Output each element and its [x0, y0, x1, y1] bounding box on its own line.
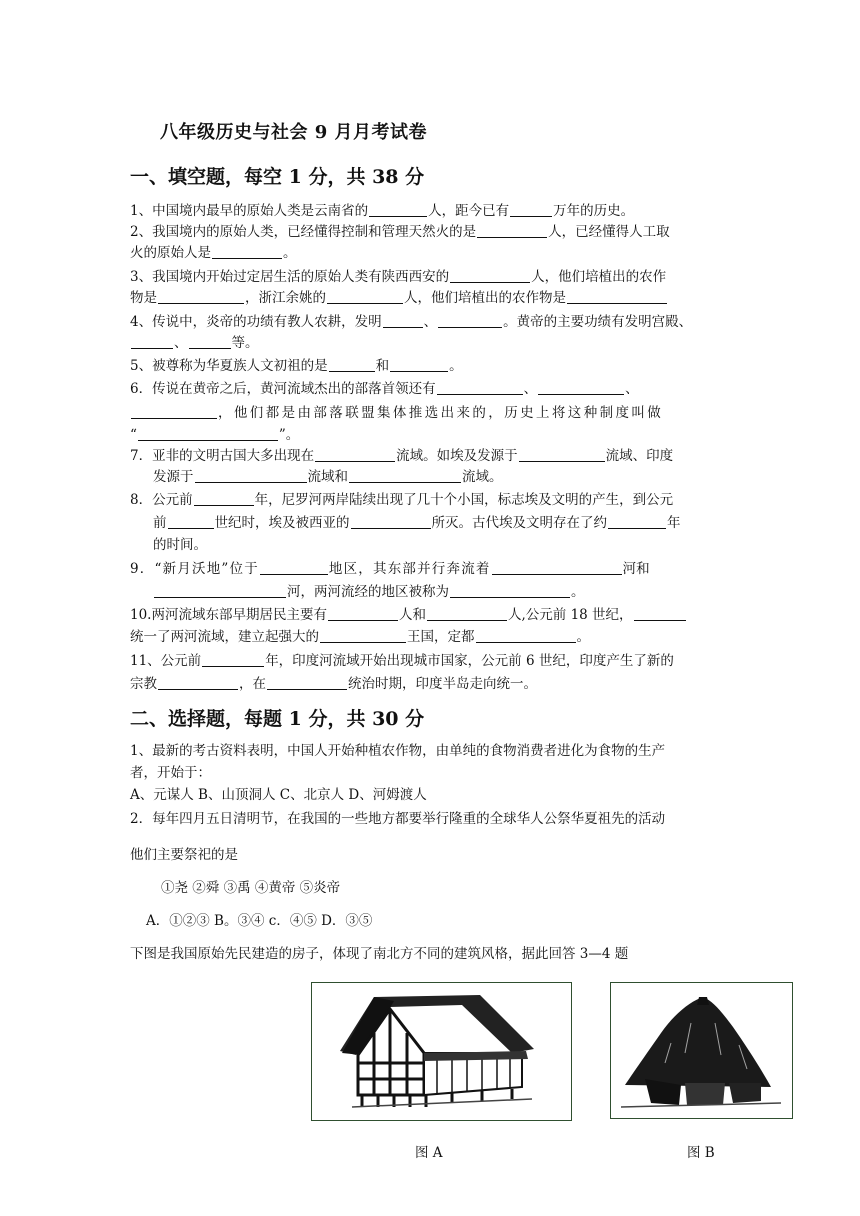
- fill-q2: 2、我国境内的原始人类，已经懂得控制和管理天然火的是 人，已经懂得人工取: [130, 224, 670, 240]
- figure-b-caption: 图 B: [687, 1145, 715, 1161]
- fill-q3: 3、我国境内开始过定居生活的原始人类有陕西西安的 人，他们培植出的农作: [130, 269, 667, 285]
- fill-q6: 6．传说在黄帝之后，黄河流域杰出的部落首领还有 、 、: [130, 381, 639, 397]
- thatched-hut-image: [611, 983, 792, 1118]
- choice-q1: 1、最新的考古资料表明，中国人开始种植农作物，由单纯的食物消费者进化为食物的生产: [130, 743, 666, 759]
- fill-q2-cont: 火的原始人是 。: [130, 245, 297, 261]
- fill-q6-cont: ，他们都是由部落联盟集体推选出来的，历史上将这种制度叫做: [130, 406, 663, 421]
- exam-title: 八年级历史与社会 9 月月考试卷: [160, 122, 428, 143]
- choice-q1-cont: 者，开始于：: [130, 765, 211, 781]
- section-fill-heading: 一、填空题，每空 1 分，共 38 分: [130, 166, 425, 188]
- choice-q2-options: A．①②③ B。③④ c．④⑤ D．③⑤: [146, 913, 373, 929]
- fill-q10-cont: 统一了两河流域，建立起强大的 王国，定都 。: [130, 629, 590, 645]
- fill-q5: 5、被尊称为华夏族人文初祖的是 和 。: [130, 358, 463, 374]
- choice-q2-items: ①尧 ②舜 ③禹 ④黄帝 ⑤炎帝: [161, 880, 341, 896]
- choice-q2: 2．每年四月五日清明节，在我国的一些地方都要举行隆重的全球华人公祭华夏祖先的活动: [130, 811, 666, 827]
- fill-q11-cont: 宗教 ，在 统治时期，印度半岛走向统一。: [130, 676, 537, 692]
- fill-q8: 8．公元前 年，尼罗河两岸陆续出现了几十个小国，标志埃及文明的产生，到公元: [130, 492, 674, 508]
- fill-q3-cont: 物是 ，浙江余姚的 人，他们培植出的农作物是: [130, 291, 668, 306]
- fill-q6-cont2: “ ”。: [130, 427, 300, 443]
- stilt-house-image: [312, 983, 571, 1120]
- section-choice-heading: 二、选择题，每题 1 分，共 30 分: [130, 708, 425, 730]
- figure-b-frame: [610, 982, 793, 1119]
- fill-q11: 11、公元前 年，印度河流域开始出现城市国家，公元前 6 世纪，印度产生了新的: [130, 653, 674, 669]
- fill-q8-cont2: 的时间。: [153, 537, 207, 553]
- figure-a-frame: [311, 982, 572, 1121]
- fill-q8-cont: 前 世纪时，埃及被西亚的 所灭。古代埃及文明存在了约 年: [153, 515, 681, 531]
- fill-q4: 4、传说中，炎帝的功绩有教人农耕，发明 、 。黄帝的主要功绩有发明宫殿、: [130, 314, 693, 330]
- fill-q10: 10.两河流域东部早期居民主要有 人和 人,公元前 18 世纪，: [130, 608, 687, 623]
- choice-q2-cont: 他们主要祭祀的是: [130, 847, 238, 863]
- fill-q7: 7．亚非的文明古国大多出现在 流域。如埃及发源于 流域、印度: [130, 448, 674, 464]
- fill-q9: 9．“新月沃地”位于 地区，其东部并行奔流着 河和: [130, 561, 650, 577]
- choice-q1-options: A、元谋人 B、山顶洞人 C、北京人 D、河姆渡人: [130, 787, 427, 803]
- fill-q1: 1、中国境内最早的原始人类是云南省的 人，距今已有 万年的历史。: [130, 203, 635, 219]
- figure-a-caption: 图 A: [415, 1145, 443, 1161]
- figure-intro: 下图是我国原始先民建造的房子，体现了南北方不同的建筑风格，据此回答 3—4 题: [130, 946, 629, 962]
- fill-q7-cont: 发源于 流域和 流域。: [153, 469, 503, 485]
- fill-q9-cont: 河，两河流经的地区被称为 。: [153, 585, 585, 600]
- fill-q4-cont: 、 等。: [130, 336, 259, 351]
